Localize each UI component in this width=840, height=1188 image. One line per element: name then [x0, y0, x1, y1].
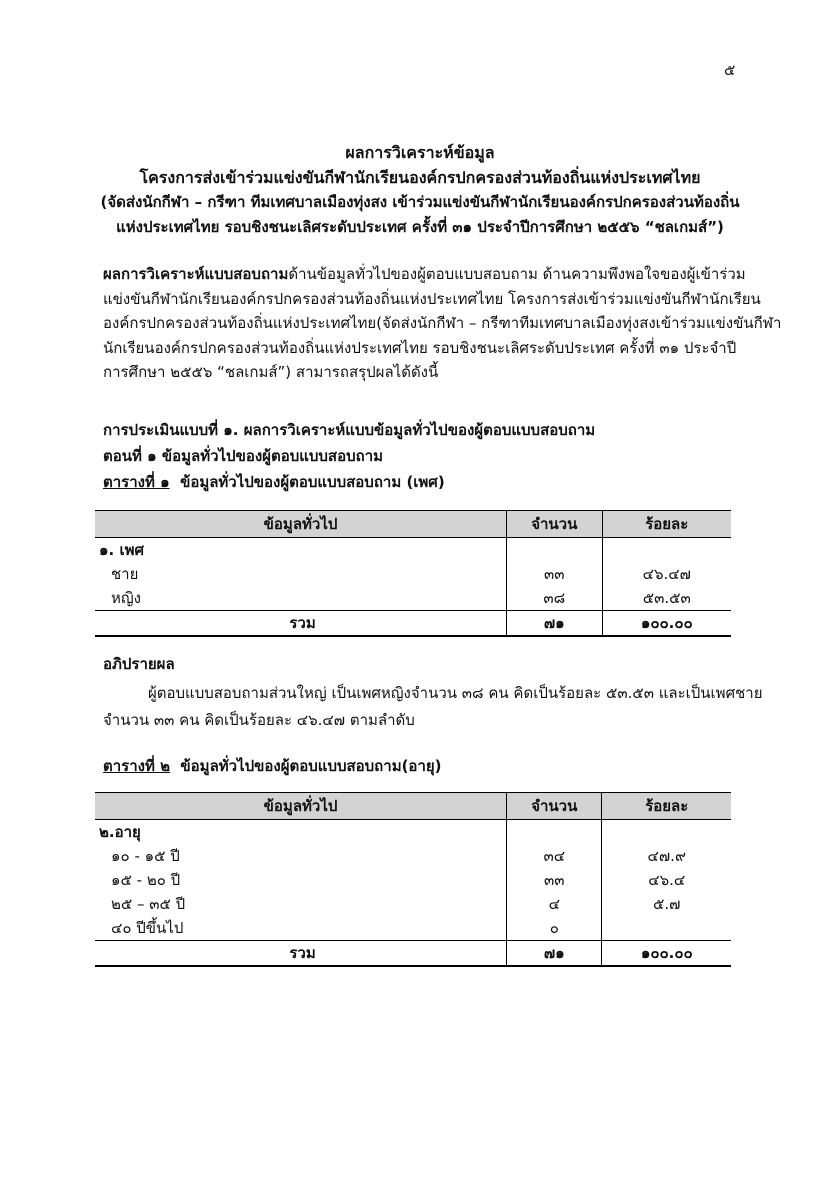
table2-group-label: ๒.อายุ [99, 823, 141, 841]
table1-header-count: จำนวน [507, 511, 602, 538]
total-count: ๗๑ [507, 941, 602, 967]
discussion-line-2: จำนวน ๓๓ คน คิดเป็นร้อยละ ๔๖.๔๗ ตามลำดับ [103, 711, 415, 729]
intro-paragraph [103, 262, 782, 385]
table2-caption [103, 754, 442, 778]
table1-caption [103, 470, 445, 494]
row-label: ๔๐ ปีขึ้นไป [111, 919, 184, 937]
total-label: รวม [95, 611, 507, 637]
row-percent [602, 916, 731, 941]
row-count: ๓๓ [507, 562, 602, 586]
intro-line-3: องค์กรปกครองส่วนท้องถิ่นแห่งประเทศไทย(จัดส่งนักกีฬา – กรีฑาทีมเทศบาลเมืองทุ่งสงเข้าร่วมแข่งขันกีฬา [103, 314, 782, 333]
table-row [95, 586, 731, 611]
row-count: ๔ [507, 892, 602, 916]
page-number: ๕ [724, 61, 736, 79]
document-title [60, 140, 780, 240]
table2-caption-text: ข้อมูลทั่วไปของผู้ตอบแบบสอบถาม(อายุ) [180, 757, 442, 775]
total-label: รวม [95, 941, 507, 967]
intro-line-1 [103, 262, 746, 287]
title-line-3: (จัดส่งนักกีฬา – กรีฑา ทีมเทศบาลเมืองทุ่งสง เข้าร่วมแข่งขันกีฬานักเรียนองค์กรปกครองส่วนท้องถิ่น [100, 193, 740, 211]
table-row [95, 538, 731, 563]
row-label: ชาย [111, 565, 139, 583]
title-line-2: โครงการส่งเข้าร่วมแข่งขันกีฬานักเรียนองค์กรปกครองส่วนท้องถิ่นแห่งประเทศไทย [139, 168, 701, 187]
table-row [95, 868, 731, 892]
table-row [95, 916, 731, 941]
table1-header-percent: ร้อยละ [602, 511, 731, 538]
row-percent: ๔๗.๙ [647, 847, 686, 865]
table1-header-info: ข้อมูลทั่วไป [95, 511, 507, 538]
intro-line-2: แข่งขันกีฬานักเรียนองค์กรปกครองส่วนท้องถิ่นแห่งประเทศไทย โครงการส่งเข้าร่วมแข่งขันกีฬานักเรียน [103, 289, 761, 308]
table1-caption-text: ข้อมูลทั่วไปของผู้ตอบแบบสอบถาม (เพศ) [180, 473, 445, 491]
row-percent: ๕.๗ [653, 895, 681, 913]
row-percent: ๕๓.๕๓ [642, 589, 691, 607]
intro-line-1-rest: ด้านข้อมูลทั่วไปของผู้ตอบแบบสอบถาม ด้านความพึงพอใจของผู้เข้าร่วม [288, 265, 746, 283]
table1-header-row [95, 511, 731, 538]
title-line-1: ผลการวิเคราะห์ข้อมูล [345, 143, 495, 162]
total-percent: ๑๐๐.๐๐ [602, 611, 731, 637]
row-label: หญิง [111, 589, 141, 607]
row-count: ๐ [507, 916, 602, 941]
table2-header-count: จำนวน [507, 793, 602, 820]
discussion-paragraph [103, 680, 763, 734]
table1-total-row [95, 611, 731, 637]
table-row [95, 892, 731, 916]
row-label: ๑๐ - ๑๕ ปี [111, 847, 180, 865]
discussion-heading: อภิปรายผล [103, 655, 175, 673]
row-count: ๓๔ [507, 844, 602, 868]
table-gender [95, 510, 731, 637]
row-label: ๒๕ – ๓๕ ปี [111, 895, 186, 913]
row-label: ๑๕ - ๒๐ ปี [111, 871, 181, 889]
table-row [95, 820, 731, 845]
table-age [95, 792, 731, 967]
table2-caption-label: ตารางที่ ๒ [103, 757, 170, 775]
table2-header-info: ข้อมูลทั่วไป [95, 793, 507, 820]
discussion-line-1: ผู้ตอบแบบสอบถามส่วนใหญ่ เป็นเพศหญิงจำนวน ๓๘ คน คิดเป็นร้อยละ ๕๓.๕๓ และเป็นเพศชาย [148, 684, 763, 702]
part-heading: ตอนที่ ๑ ข้อมูลทั่วไปของผู้ตอบแบบสอบถาม [103, 447, 384, 465]
row-percent: ๔๖.๔ [648, 871, 686, 889]
table2-total-row [95, 941, 731, 967]
row-count: ๓๓ [507, 868, 602, 892]
intro-line-5: การศึกษา ๒๕๕๖ “ชลเกมส์”) สามารถสรุปผลได้ดังนี้ [103, 363, 439, 382]
table-row [95, 562, 731, 586]
intro-bold-lead: ผลการวิเคราะห์แบบสอบถาม [103, 265, 289, 283]
total-count: ๗๑ [507, 611, 602, 637]
table2-header-percent: ร้อยละ [602, 793, 731, 820]
intro-line-4: นักเรียนองค์กรปกครองส่วนท้องถิ่นแห่งประเทศไทย รอบชิงชนะเลิศระดับประเทศ ครั้งที่ ๓๑ ประจำปี [103, 338, 737, 357]
table1-group-label: ๑. เพศ [99, 541, 144, 559]
table2-header-row [95, 793, 731, 820]
total-percent: ๑๐๐.๐๐ [602, 941, 731, 967]
table-row [95, 844, 731, 868]
row-percent: ๔๖.๔๗ [642, 565, 691, 583]
assessment-heading: การประเมินแบบที่ ๑. ผลการวิเคราะห์แบบข้อมูลทั่วไปของผู้ตอบแบบสอบถาม [103, 421, 596, 439]
title-line-4: แห่งประเทศไทย รอบชิงชนะเลิศระดับประเทศ ครั้งที่ ๓๑ ประจำปีการศึกษา ๒๕๕๖ “ชลเกมส์”) [116, 218, 724, 236]
row-count: ๓๘ [507, 586, 602, 611]
table1-caption-label: ตารางที่ ๑ [103, 473, 170, 491]
